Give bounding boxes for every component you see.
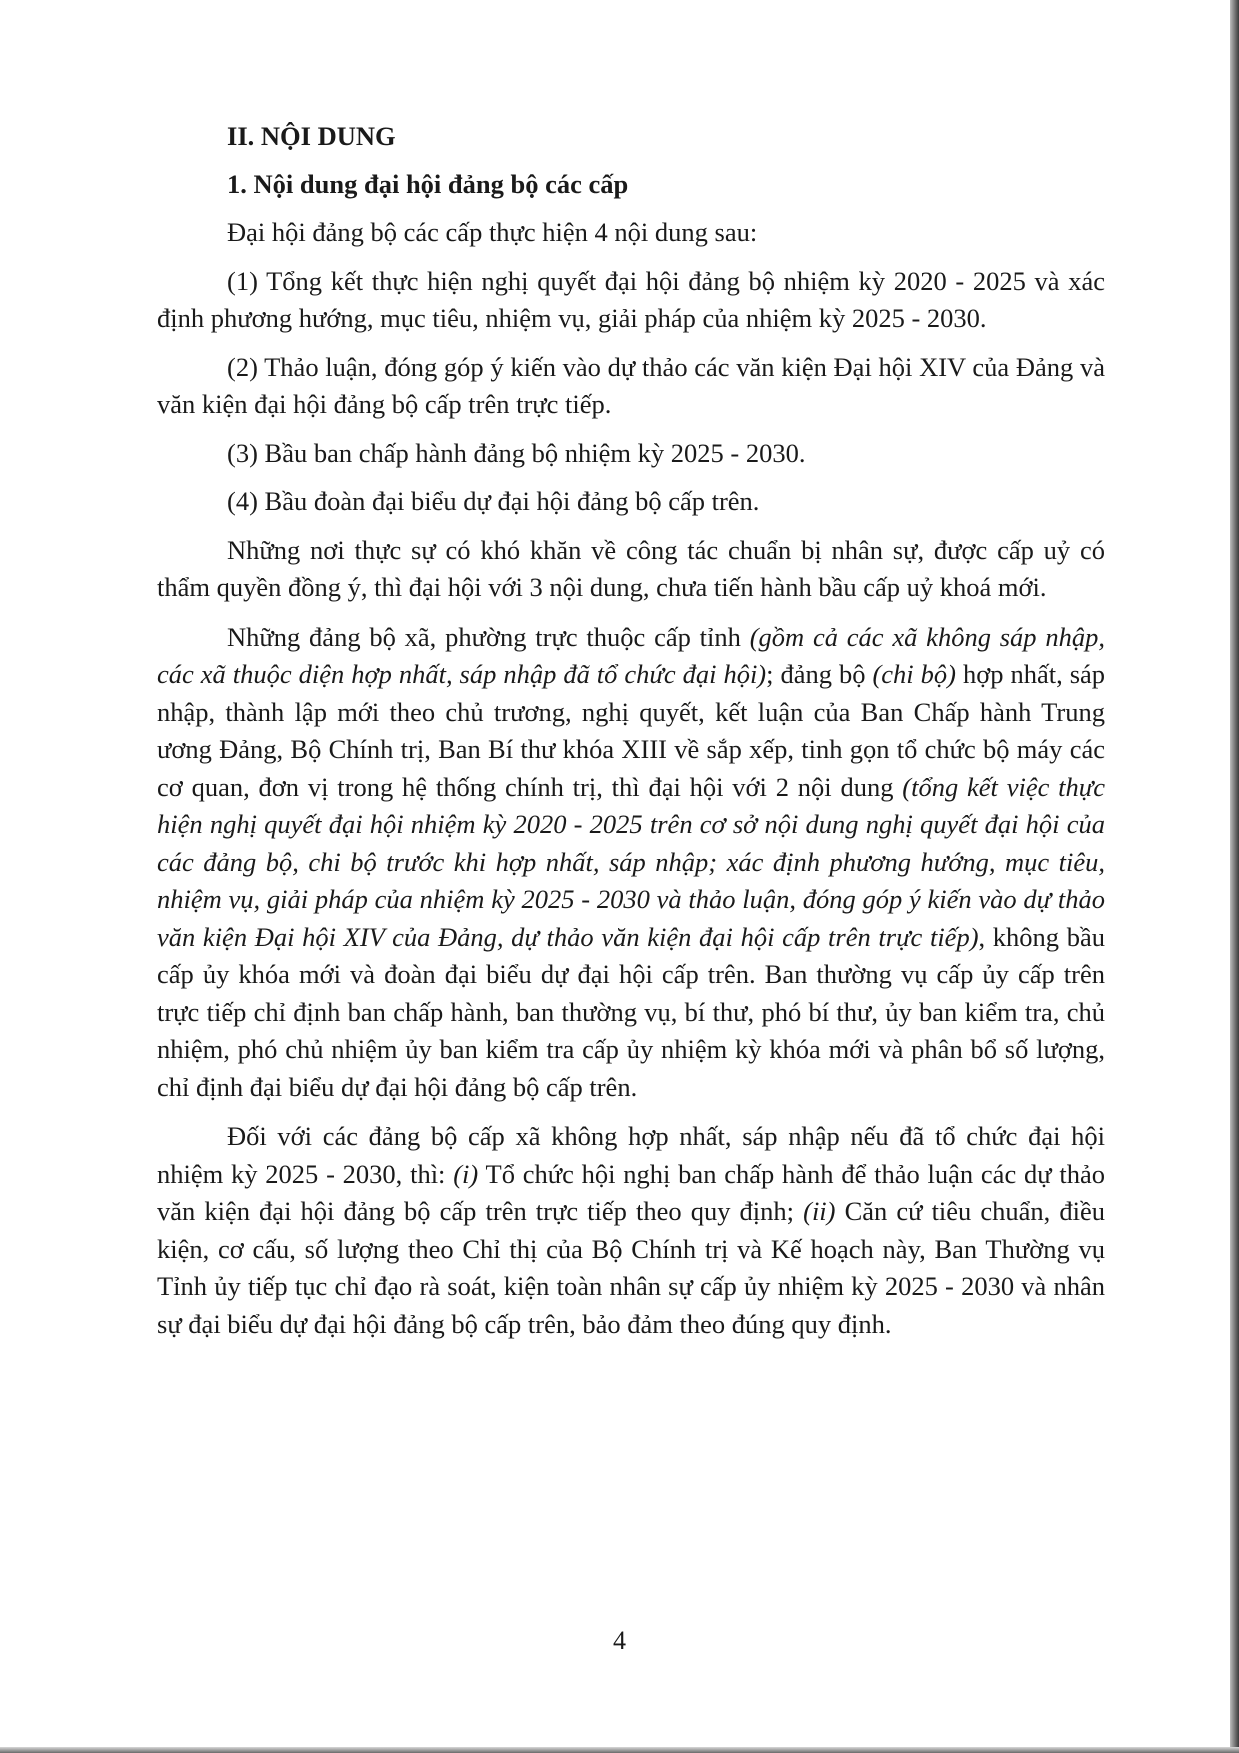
merge-italic-3: (tổng kết việc thực hiện nghị quyết đại hội nhiệm kỳ 2020 - 2025 trên cơ sở nội dung nghị quyết đại hội của các đảng bộ, chi bộ trước khi hợp nhất, sáp nhập; xác định phương hướng, mục tiêu, nhiệm vụ, giải pháp của nhiệm kỳ 2025 - 2030 và thảo luận, đóng góp ý kiến vào dự thảo văn kiện Đại hội XIV của Đảng, dự thảo văn kiện đại hội cấp trên trực tiếp) [157, 771, 1105, 952]
page-number: 4 [613, 1626, 626, 1655]
merge-text-3: hợp nhất, sáp nhập, thành lập mới theo chủ trương, nghị quyết, kết luận của Ban Chấp hành Trung ương Đảng, Bộ Chính trị, Ban Bí thư khóa XIII về sắp xếp, tinh gọn tổ chức bộ máy các cơ quan, đơn vị trong hệ thống chính trị, thì đại hội với 2 nội dung [157, 659, 1106, 802]
merge-italic-1: (gồm cả các xã không sáp nhập, các xã thuộc diện hợp nhất, sáp nhập đã tổ chức đại hội) [157, 621, 1105, 689]
commune-text-3: Căn cứ tiêu chuẩn, điều kiện, cơ cấu, số lượng theo Chỉ thị của Bộ Chính trị và Kế hoạch này, Ban Thường vụ Tỉnh ủy tiếp tục chỉ đạo rà soát, kiện toàn nhân sự cấp ủy nhiệm kỳ 2025 - 2030 và nhân sự đại biểu dự đại hội đảng bộ cấp trên, bảo đảm theo đúng quy định. [157, 1196, 1105, 1339]
page-edge-shadow [1230, 0, 1239, 1753]
commune-paragraph [157, 1118, 1105, 1343]
commune-text-2: Tổ chức hội nghị ban chấp hành để thảo luận các dự thảo văn kiện đại hội đảng bộ cấp trên trực tiếp theo quy định; [157, 1158, 1105, 1226]
merge-paragraph [157, 619, 1105, 1107]
list-item-3: (3) Bầu ban chấp hành đảng bộ nhiệm kỳ 2025 - 2030. [227, 437, 806, 468]
subsection-title: 1. Nội dung đại hội đảng bộ các cấp [227, 169, 629, 199]
list-item-1: (1) Tổng kết thực hiện nghị quyết đại hội đảng bộ nhiệm kỳ 2020 - 2025 và xác định phương hướng, mục tiêu, nhiệm vụ, giải pháp của nhiệm kỳ 2025 - 2030. [157, 265, 1105, 333]
merge-text-4: , không bầu cấp ủy khóa mới và đoàn đại biểu dự đại hội cấp trên. Ban thường vụ cấp ủy cấp trên trực tiếp chỉ định ban chấp hành, ban thường vụ, bí thư, phó bí thư, ủy ban kiểm tra, chủ nhiệm, phó chủ nhiệm ủy ban kiểm tra cấp ủy nhiệm kỳ khóa mới và phân bổ số lượng, chỉ định đại biểu dự đại hội đảng bộ cấp trên. [157, 921, 1105, 1102]
commune-text-1: Đối với các đảng bộ cấp xã không hợp nhất, sáp nhập nếu đã tổ chức đại hội nhiệm kỳ 2025 - 2030, thì: [157, 1121, 1105, 1189]
document-body [157, 118, 1105, 1355]
merge-text-1: Những đảng bộ xã, phường trực thuộc cấp tỉnh [227, 621, 750, 652]
difficulty-paragraph: Những nơi thực sự có khó khăn về công tác chuẩn bị nhân sự, được cấp uỷ có thẩm quyền đồng ý, thì đại hội với 3 nội dung, chưa tiến hành bầu cấp uỷ khoá mới. [157, 534, 1105, 602]
section-title: II. NỘI DUNG [227, 121, 396, 151]
page-bottom-shadow [0, 1747, 1239, 1753]
list-item-4: (4) Bầu đoàn đại biểu dự đại hội đảng bộ cấp trên. [227, 486, 760, 516]
intro-paragraph: Đại hội đảng bộ các cấp thực hiện 4 nội dung sau: [227, 217, 758, 247]
merge-italic-2: (chi bộ) [872, 659, 956, 689]
commune-italic-2: (ii) [803, 1196, 836, 1226]
list-item-2: (2) Thảo luận, đóng góp ý kiến vào dự thảo các văn kiện Đại hội XIV của Đảng và văn kiện đại hội đảng bộ cấp trên trực tiếp. [157, 351, 1105, 419]
merge-text-2: ; đảng bộ [766, 659, 873, 689]
commune-italic-1: (i) [453, 1158, 479, 1189]
